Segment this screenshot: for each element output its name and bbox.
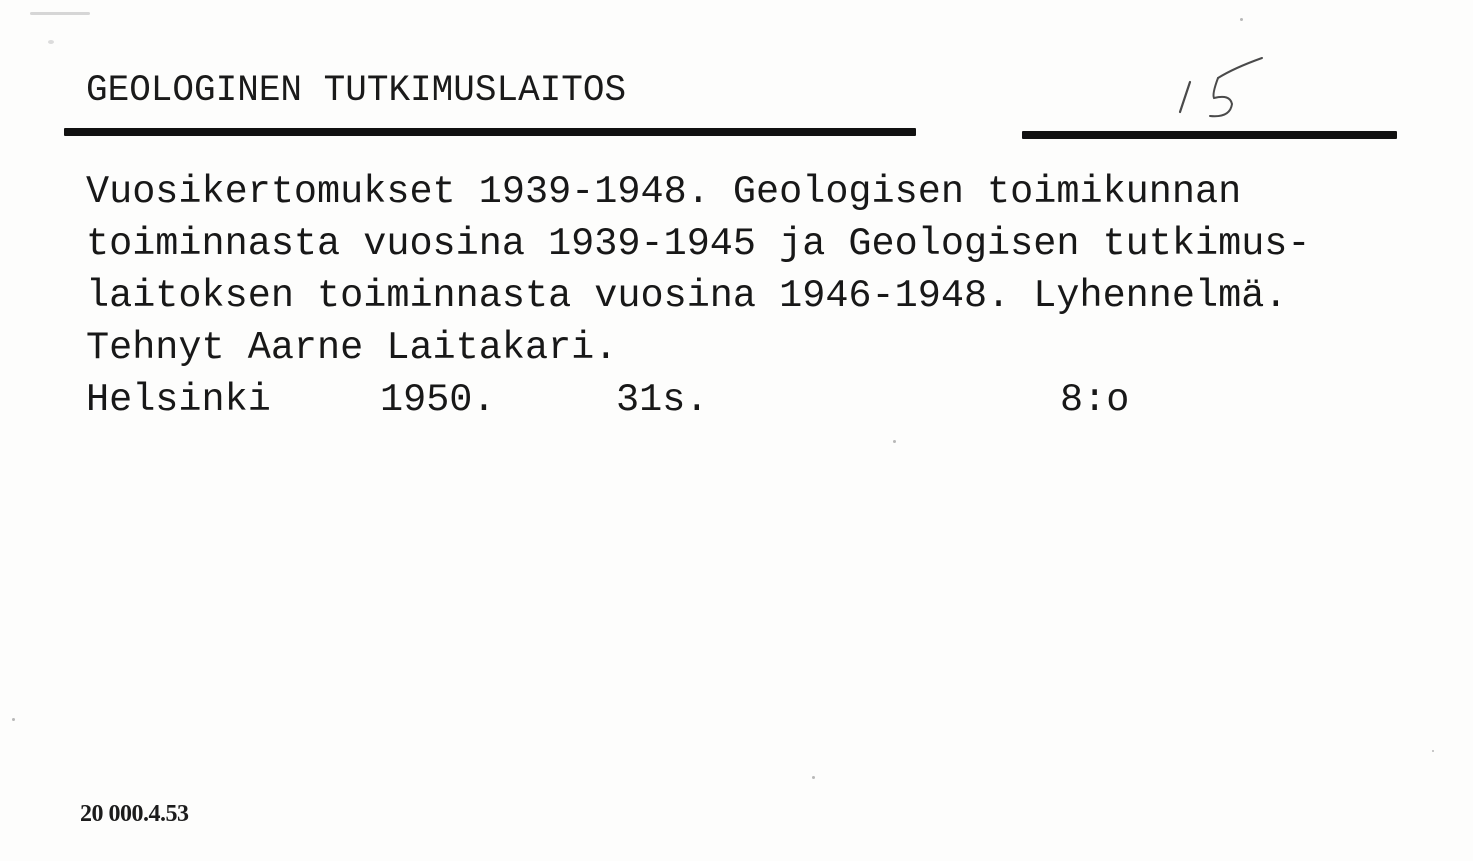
printer-code: 20 000.4.53 [80,801,189,827]
handwritten-shelf-mark [1168,50,1278,130]
paper-speck [893,440,896,443]
imprint-pages: 31s. [616,378,709,422]
paper-speck [1240,18,1243,21]
entry-line: Tehnyt Aarne Laitakari. [86,326,618,370]
imprint-format: 8:o [1060,378,1130,422]
entry-line: Vuosikertomukset 1939-1948. Geologisen toimikunnan [86,170,1242,214]
header-rule-right [1022,131,1397,139]
institution-heading: GEOLOGINEN TUTKIMUSLAITOS [86,69,627,112]
imprint-place: Helsinki [86,378,271,422]
entry-line: laitoksen toiminnasta vuosina 1946-1948. Lyhennelmä. [86,274,1288,318]
catalog-entry [86,166,1466,426]
header-rule-left [64,128,916,136]
imprint-line [86,374,1466,426]
entry-line: toiminnasta vuosina 1939-1945 ja Geologisen tutkimus- [86,222,1311,266]
paper-speck [812,776,815,779]
paper-speck [30,12,90,15]
paper-speck [48,40,54,44]
paper-speck [12,718,15,721]
imprint-year: 1950. [380,378,496,422]
paper-speck [1432,750,1434,752]
